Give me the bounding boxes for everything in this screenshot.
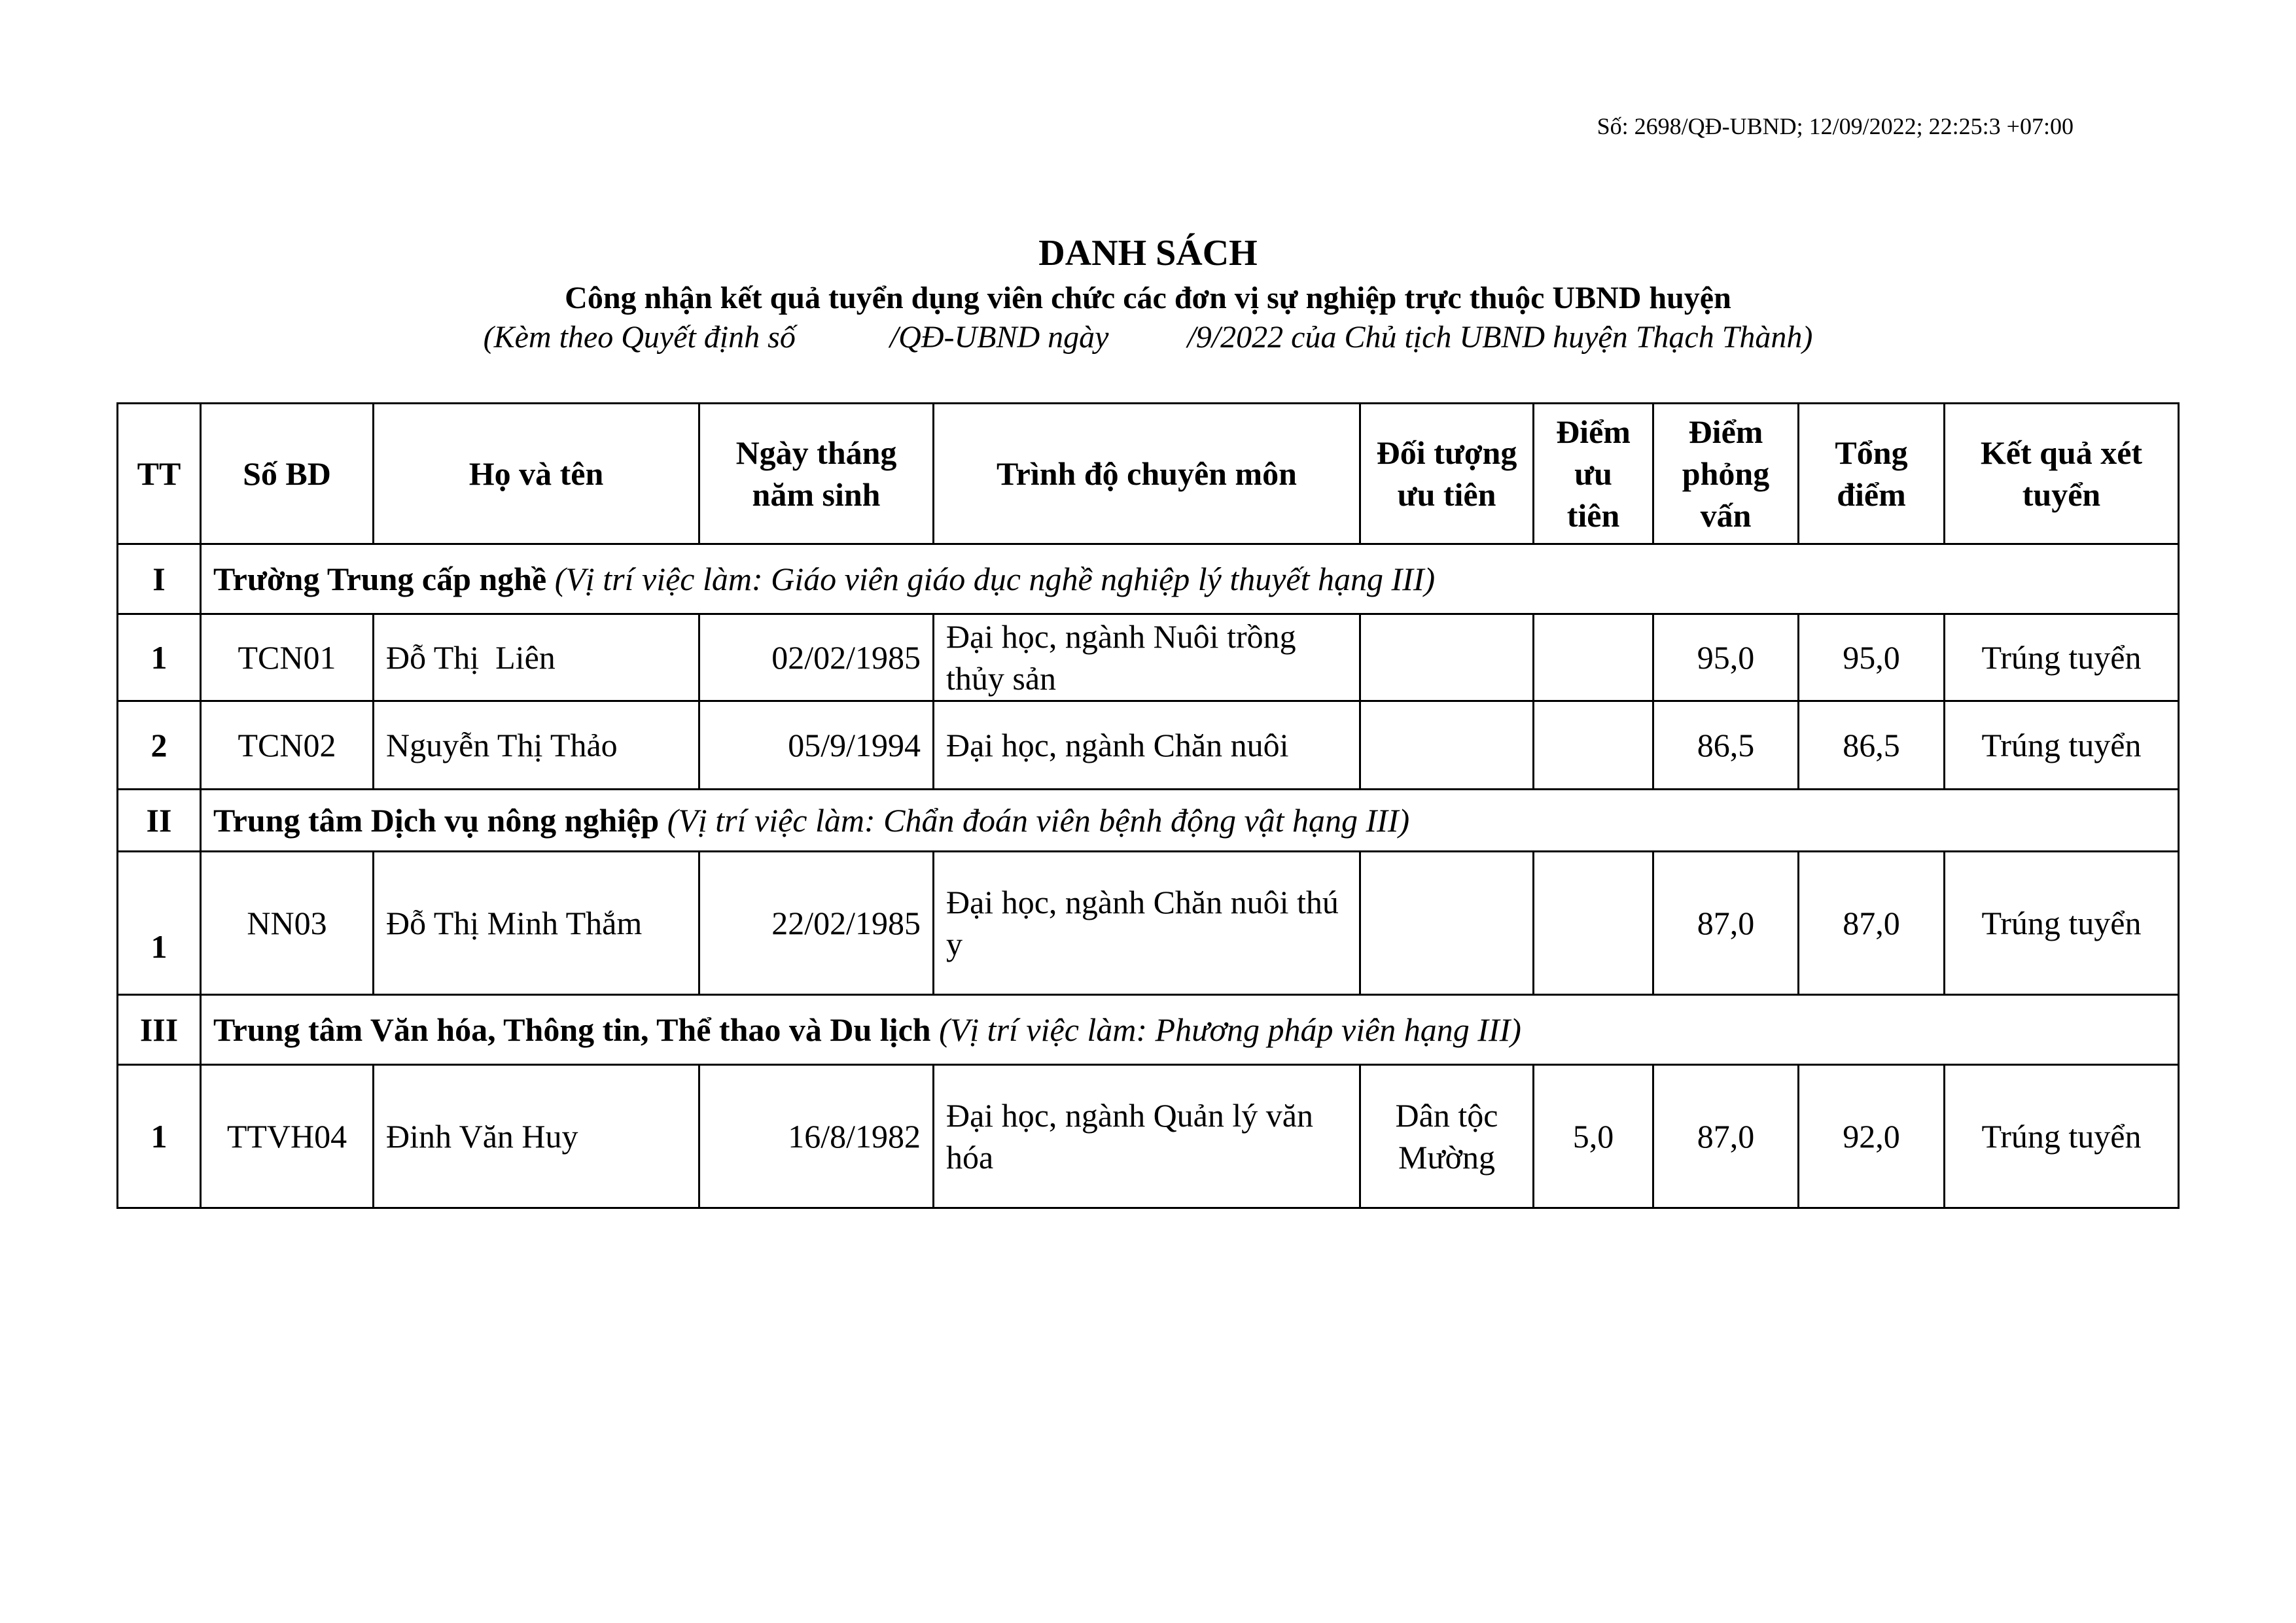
header-priority-score: Điểm ưu tiên — [1534, 404, 1653, 544]
header-interview: Điểm phỏng vấn — [1653, 404, 1799, 544]
table-row — [118, 852, 2179, 995]
header-priority-group: Đối tượng ưu tiên — [1360, 404, 1534, 544]
cell-name: Đỗ Thị Liên — [374, 614, 699, 701]
cell-interview: 87,0 — [1653, 852, 1799, 995]
cell-priority-group — [1360, 852, 1534, 995]
cell-dob: 05/9/1994 — [699, 701, 934, 790]
cell-interview: 95,0 — [1653, 614, 1799, 701]
table-row — [118, 701, 2179, 790]
section-name: Trung tâm Văn hóa, Thông tin, Thể thao và Du lịch — [213, 1011, 931, 1048]
cell-total: 87,0 — [1799, 852, 1945, 995]
cell-result: Trúng tuyển — [1945, 852, 2179, 995]
cell-dob: 16/8/1982 — [699, 1065, 934, 1208]
cell-name: Đinh Văn Huy — [374, 1065, 699, 1208]
section-title — [201, 544, 2179, 614]
cell-tt: 2 — [118, 701, 201, 790]
cell-result: Trúng tuyển — [1945, 701, 2179, 790]
document-subtitle: Công nhận kết quả tuyển dụng viên chức các đơn vị sự nghiệp trực thuộc UBND huyện — [565, 281, 1731, 315]
cell-tt: 1 — [118, 1065, 201, 1208]
header-degree: Trình độ chuyên môn — [934, 404, 1360, 544]
section-row — [118, 790, 2179, 852]
header-dob: Ngày tháng năm sinh — [699, 404, 934, 544]
cell-dob: 02/02/1985 — [699, 614, 934, 701]
cell-total: 92,0 — [1799, 1065, 1945, 1208]
cell-priority-score — [1534, 852, 1653, 995]
cell-tt: 1 — [118, 614, 201, 701]
cell-sbd: NN03 — [201, 852, 374, 995]
section-name: Trung tâm Dịch vụ nông nghiệp — [213, 802, 660, 839]
section-position: (Vị trí việc làm: Chẩn đoán viên bệnh động vật hạng III) — [667, 802, 1410, 839]
section-title — [201, 995, 2179, 1065]
cell-name: Nguyễn Thị Thảo — [374, 701, 699, 790]
document-number-stamp: Số: 2698/QĐ-UBND; 12/09/2022; 22:25:3 +07:00 — [1597, 113, 2074, 139]
cell-sbd: TCN01 — [201, 614, 374, 701]
cell-name: Đỗ Thị Minh Thắm — [374, 852, 699, 995]
section-row — [118, 544, 2179, 614]
cell-sbd: TCN02 — [201, 701, 374, 790]
results-table — [116, 402, 2180, 1209]
section-position: (Vị trí việc làm: Giáo viên giáo dục nghề nghiệp lý thuyết hạng III) — [554, 561, 1436, 597]
cell-dob: 22/02/1985 — [699, 852, 934, 995]
header-tt: TT — [118, 404, 201, 544]
document-title: DANH SÁCH — [1038, 233, 1258, 273]
section-number: III — [118, 995, 201, 1065]
document-note: (Kèm theo Quyết định số /QĐ-UBND ngày /9/2022 của Chủ tịch UBND huyện Thạch Thành) — [483, 320, 1813, 355]
cell-interview: 87,0 — [1653, 1065, 1799, 1208]
header-total: Tổng điểm — [1799, 404, 1945, 544]
section-position: (Vị trí việc làm: Phương pháp viên hạng III) — [939, 1011, 1521, 1048]
section-number: I — [118, 544, 201, 614]
section-row — [118, 995, 2179, 1065]
cell-result: Trúng tuyển — [1945, 1065, 2179, 1208]
cell-priority-score — [1534, 701, 1653, 790]
header-result: Kết quả xét tuyển — [1945, 404, 2179, 544]
section-name: Trường Trung cấp nghề — [213, 561, 547, 597]
cell-degree: Đại học, ngành Chăn nuôi thú y — [934, 852, 1360, 995]
header-row — [118, 404, 2179, 544]
cell-result: Trúng tuyển — [1945, 614, 2179, 701]
section-title — [201, 790, 2179, 852]
cell-priority-group — [1360, 701, 1534, 790]
table-row — [118, 1065, 2179, 1208]
cell-interview: 86,5 — [1653, 701, 1799, 790]
table-row — [118, 614, 2179, 701]
cell-degree: Đại học, ngành Nuôi trồng thủy sản — [934, 614, 1360, 701]
section-number: II — [118, 790, 201, 852]
header-name: Họ và tên — [374, 404, 699, 544]
cell-sbd: TTVH04 — [201, 1065, 374, 1208]
cell-degree: Đại học, ngành Quản lý văn hóa — [934, 1065, 1360, 1208]
cell-total: 86,5 — [1799, 701, 1945, 790]
cell-priority-group: Dân tộc Mường — [1360, 1065, 1534, 1208]
cell-degree: Đại học, ngành Chăn nuôi — [934, 701, 1360, 790]
cell-tt: 1 — [118, 852, 201, 995]
header-sbd: Số BD — [201, 404, 374, 544]
cell-priority-score: 5,0 — [1534, 1065, 1653, 1208]
cell-priority-score — [1534, 614, 1653, 701]
cell-total: 95,0 — [1799, 614, 1945, 701]
cell-priority-group — [1360, 614, 1534, 701]
